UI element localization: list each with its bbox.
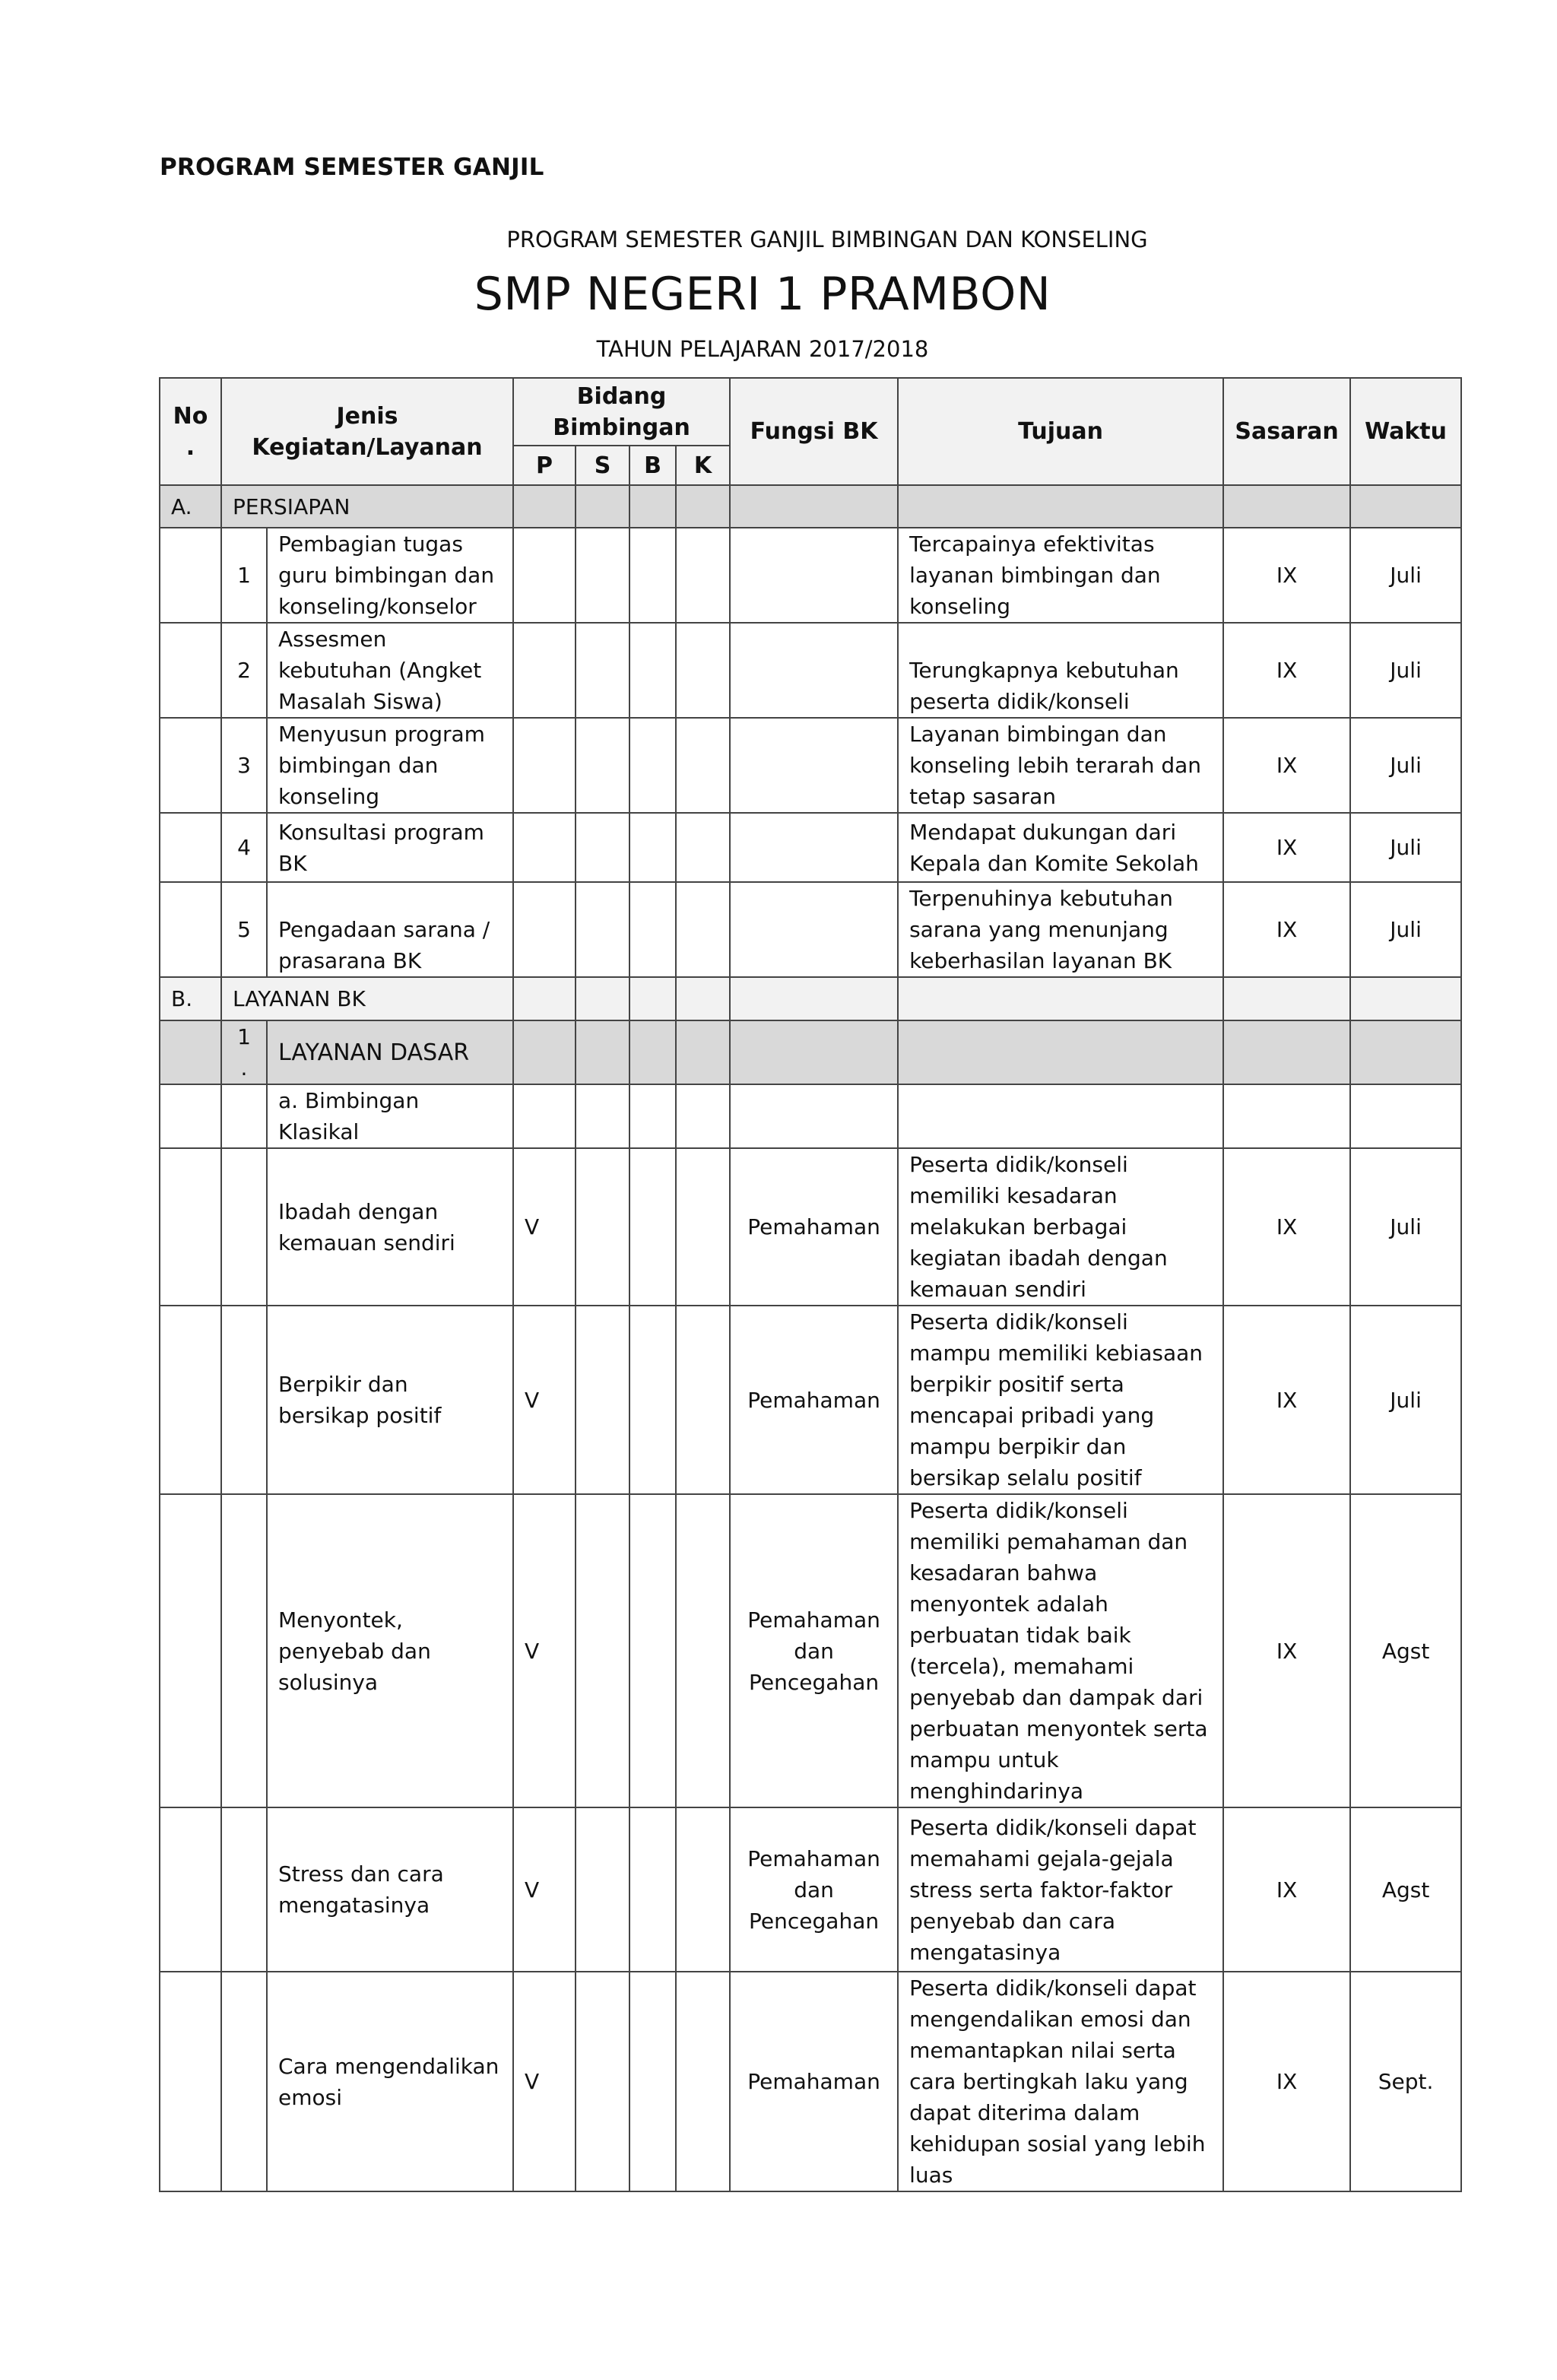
time-cell: Juli [1350, 718, 1461, 813]
target-cell: IX [1223, 1807, 1350, 1972]
goal-cell: Peserta didik/konseli mampu memiliki kebiasaan berpikir positif serta mencapai pribadi yang mampu berpikir dan bersikap selalu positif [898, 1306, 1223, 1494]
activity-cell: Ibadah dengan kemauan sendiri [267, 1148, 513, 1306]
target-cell: IX [1223, 528, 1350, 623]
header-k: K [676, 446, 730, 485]
activity-cell: Pengadaan sarana / prasarana BK [267, 882, 513, 977]
row-number: 5 [221, 882, 267, 977]
activity-cell: Cara mengendalikan emosi [267, 1972, 513, 2191]
table-row [160, 1306, 1461, 1494]
section-a-label: PERSIAPAN [221, 485, 513, 528]
document-heading: PROGRAM SEMESTER GANJIL [160, 154, 544, 181]
time-cell: Juli [1350, 528, 1461, 623]
time-cell: Sept. [1350, 1972, 1461, 2191]
table-row [160, 1972, 1461, 2191]
klasikal-label: a. Bimbingan Klasikal [267, 1084, 513, 1148]
header-row [160, 378, 1461, 446]
section-b-row [160, 977, 1461, 1020]
activity-cell: Stress dan cara mengatasinya [267, 1807, 513, 1972]
document-subtitle: PROGRAM SEMESTER GANJIL BIMBINGAN DAN KONSELING [506, 227, 1148, 252]
activity-cell: Pembagian tugas guru bimbingan dan konseling/konselor [267, 528, 513, 623]
header-b: B [629, 446, 676, 485]
table-row [160, 623, 1461, 718]
target-cell: IX [1223, 1148, 1350, 1306]
row-number: 2 [221, 623, 267, 718]
section-b-label: LAYANAN BK [221, 977, 513, 1020]
klasikal-row [160, 1084, 1461, 1148]
function-cell: Pemahaman [730, 1148, 898, 1306]
goal-cell: Terungkapnya kebutuhan peserta didik/konseli [898, 623, 1223, 718]
activity-cell: Menyusun program bimbingan dan konseling [267, 718, 513, 813]
bidang-p-cell: V [513, 1494, 576, 1807]
goal-cell: Mendapat dukungan dari Kepala dan Komite Sekolah [898, 813, 1223, 882]
layanan-dasar-row [160, 1020, 1461, 1084]
table-row [160, 718, 1461, 813]
activity-cell: Konsultasi program BK [267, 813, 513, 882]
goal-cell: Peserta didik/konseli memiliki kesadaran melakukan berbagai kegiatan ibadah dengan kemauan sendiri [898, 1148, 1223, 1306]
header-s: S [576, 446, 629, 485]
section-b-number: B. [160, 977, 221, 1020]
header-waktu: Waktu [1350, 378, 1461, 485]
target-cell: IX [1223, 882, 1350, 977]
time-cell: Agst [1350, 1494, 1461, 1807]
goal-cell: Layanan bimbingan dan konseling lebih terarah dan tetap sasaran [898, 718, 1223, 813]
function-cell: Pemahaman dan Pencegahan [730, 1807, 898, 1972]
time-cell: Juli [1350, 882, 1461, 977]
time-cell: Agst [1350, 1807, 1461, 1972]
goal-cell: Terpenuhinya kebutuhan sarana yang menunjang keberhasilan layanan BK [898, 882, 1223, 977]
academic-year: TAHUN PELAJARAN 2017/2018 [596, 336, 929, 362]
layanan-dasar-label: LAYANAN DASAR [267, 1020, 513, 1084]
table-row [160, 882, 1461, 977]
goal-cell: Peserta didik/konseli dapat memahami gejala-gejala stress serta faktor-faktor penyebab dan cara mengatasinya [898, 1807, 1223, 1972]
target-cell: IX [1223, 1972, 1350, 2191]
target-cell: IX [1223, 1494, 1350, 1807]
table-row [160, 1807, 1461, 1972]
table-row [160, 813, 1461, 882]
table-row [160, 1148, 1461, 1306]
target-cell: IX [1223, 1306, 1350, 1494]
row-number: 4 [221, 813, 267, 882]
time-cell: Juli [1350, 813, 1461, 882]
target-cell: IX [1223, 813, 1350, 882]
function-cell: Pemahaman [730, 1972, 898, 2191]
section-a-number: A. [160, 485, 221, 528]
layanan-dasar-number: 1 . [221, 1020, 267, 1084]
school-name: SMP NEGERI 1 PRAMBON [474, 268, 1051, 321]
header-tujuan: Tujuan [898, 378, 1223, 485]
row-number: 3 [221, 718, 267, 813]
goal-cell: Peserta didik/konseli memiliki pemahaman dan kesadaran bahwa menyontek adalah perbuatan tidak baik (tercela), memahami penyebab dan dampak dari perbuatan menyontek serta mampu untuk menghindarinya [898, 1494, 1223, 1807]
header-bidang: Bidang Bimbingan [513, 378, 730, 446]
header-no: No . [160, 378, 221, 485]
time-cell: Juli [1350, 623, 1461, 718]
header-fungsi: Fungsi BK [730, 378, 898, 485]
header-jenis: Jenis Kegiatan/Layanan [221, 378, 513, 485]
program-table [159, 377, 1462, 2192]
activity-cell: Assesmen kebutuhan (Angket Masalah Siswa) [267, 623, 513, 718]
goal-cell: Peserta didik/konseli dapat mengendalikan emosi dan memantapkan nilai serta cara bertingkah laku yang dapat diterima dalam kehidupan sosial yang lebih luas [898, 1972, 1223, 2191]
target-cell: IX [1223, 718, 1350, 813]
bidang-p-cell: V [513, 1306, 576, 1494]
bidang-p-cell: V [513, 1807, 576, 1972]
function-cell: Pemahaman [730, 1306, 898, 1494]
time-cell: Juli [1350, 1306, 1461, 1494]
section-a-row [160, 485, 1461, 528]
function-cell: Pemahaman dan Pencegahan [730, 1494, 898, 1807]
target-cell: IX [1223, 623, 1350, 718]
table-row [160, 528, 1461, 623]
time-cell: Juli [1350, 1148, 1461, 1306]
row-number: 1 [221, 528, 267, 623]
header-p: P [513, 446, 576, 485]
table-row [160, 1494, 1461, 1807]
bidang-p-cell: V [513, 1972, 576, 2191]
bidang-p-cell: V [513, 1148, 576, 1306]
activity-cell: Berpikir dan bersikap positif [267, 1306, 513, 1494]
activity-cell: Menyontek, penyebab dan solusinya [267, 1494, 513, 1807]
goal-cell: Tercapainya efektivitas layanan bimbingan dan konseling [898, 528, 1223, 623]
header-sasaran: Sasaran [1223, 378, 1350, 485]
